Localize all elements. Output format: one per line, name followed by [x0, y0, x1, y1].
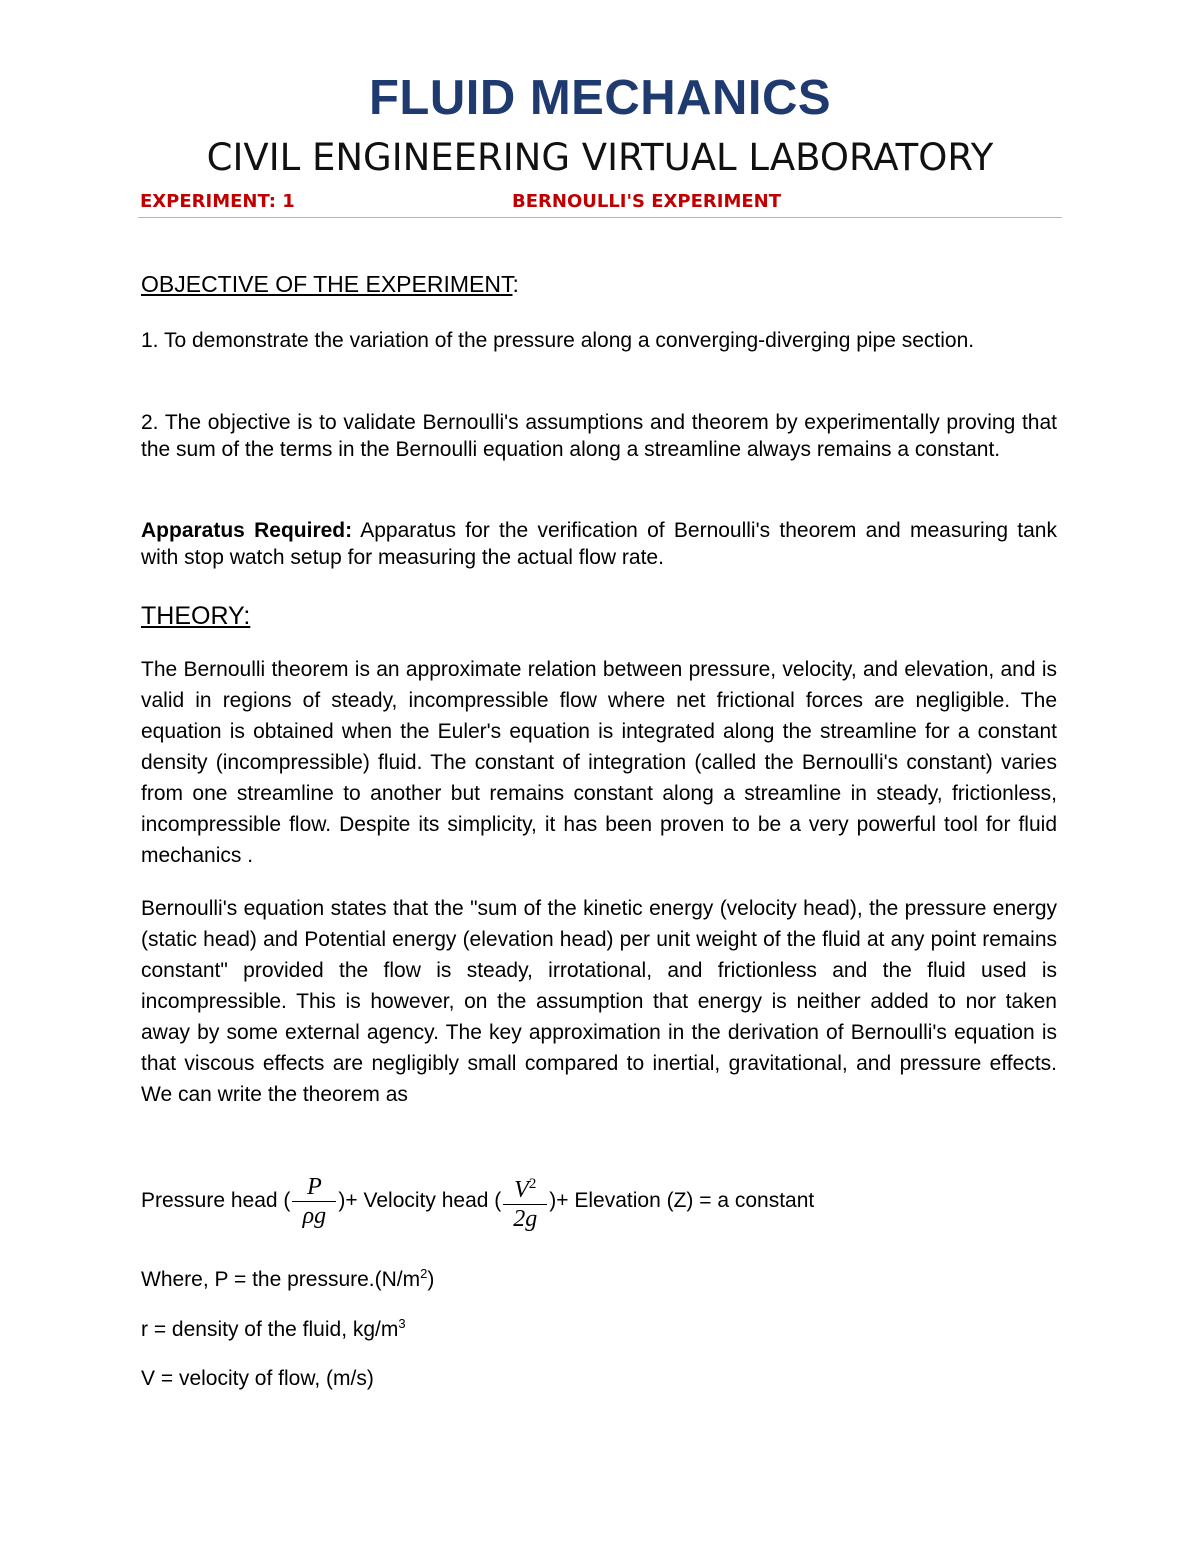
definition-pressure-text: Where, P = the pressure.(N/m — [141, 1268, 421, 1291]
velocity-symbol: V — [514, 1176, 529, 1203]
velocity-exponent: 2 — [528, 1175, 537, 1192]
definition-pressure-exponent: 2 — [420, 1266, 428, 1281]
objective-heading-colon: : — [512, 271, 519, 297]
apparatus-text: Apparatus for the verification of Bernoulli's theorem and measuring tank with stop watch setup for measuring the actual flow rate. — [141, 519, 1057, 569]
pressure-numerator: P — [307, 1173, 322, 1200]
theory-paragraph-1: The Bernoulli theorem is an approximate relation between pressure, velocity, and elevation, and is valid in regions of steady, incompressible flow where net frictional forces are negligible. The equation is obtained when the Euler's equation is integrated along the streamline for a constant density (incompressible) fluid. The constant of integration (called the Bernoulli's constant) varies from one streamline to another but remains constant along a streamline in steady, frictionless, incompressible flow. Despite its simplicity, it has been proven to be a very powerful tool for fluid mechanics . — [141, 658, 1057, 867]
objective-heading — [141, 271, 519, 298]
definition-density-text: r = density of the fluid, kg/m — [141, 1318, 399, 1341]
objective-item-2: 2. The objective is to validate Bernoulli's assumptions and theorem by experimentally proving that the sum of the terms in the Bernoulli equation along a streamline always remains a constant. — [141, 411, 1057, 461]
elevation-label: )+ Elevation (Z) = a constant — [549, 1189, 815, 1212]
bernoulli-equation — [141, 1166, 1041, 1236]
velocity-head-fraction — [503, 1170, 547, 1233]
apparatus-paragraph — [141, 517, 1057, 571]
definition-velocity: V = velocity of flow, (m/s) — [141, 1367, 374, 1390]
document-title: FLUID MECHANICS — [368, 71, 832, 125]
pressure-head-label: Pressure head ( — [141, 1189, 291, 1212]
velocity-numerator — [508, 1170, 542, 1204]
theory-paragraph-2: Bernoulli's equation states that the "sum of the kinetic energy (velocity head), the pressure energy (static head) and Potential energy (elevation head) per unit weight of the fluid at any point remains constant" provided the flow is steady, irrotational, and frictionless and the fluid used is incompressible. This is however, on the assumption that energy is neither added to nor taken away by some external agency. The key approximation in the derivation of Bernoulli's equation is that viscous effects are negligibly small compared to inertial, gravitational, and pressure effects. We can write the theorem as — [141, 897, 1057, 1106]
theory-heading: THEORY: — [141, 602, 251, 630]
velocity-head-label: )+ Velocity head ( — [338, 1189, 502, 1212]
definition-density-exponent: 3 — [398, 1316, 406, 1331]
objective-item-1: 1. To demonstrate the variation of the pressure along a converging-diverging pipe section. — [141, 329, 975, 352]
velocity-denominator: 2g — [513, 1205, 538, 1232]
experiment-name: BERNOULLI'S EXPERIMENT — [512, 191, 782, 212]
pressure-denominator: ρg — [302, 1202, 327, 1229]
document-subtitle: CIVIL ENGINEERING VIRTUAL LABORATORY — [206, 136, 994, 179]
definition-pressure-close: ) — [427, 1268, 435, 1291]
definition-density — [141, 1316, 406, 1342]
apparatus-label: Apparatus Required: — [141, 519, 353, 542]
header-divider — [138, 217, 1062, 218]
experiment-number: EXPERIMENT: 1 — [140, 191, 295, 212]
definition-pressure — [141, 1266, 434, 1292]
pressure-head-fraction — [292, 1173, 336, 1230]
objective-heading-text: OBJECTIVE OF THE EXPERIMENT — [141, 271, 513, 297]
